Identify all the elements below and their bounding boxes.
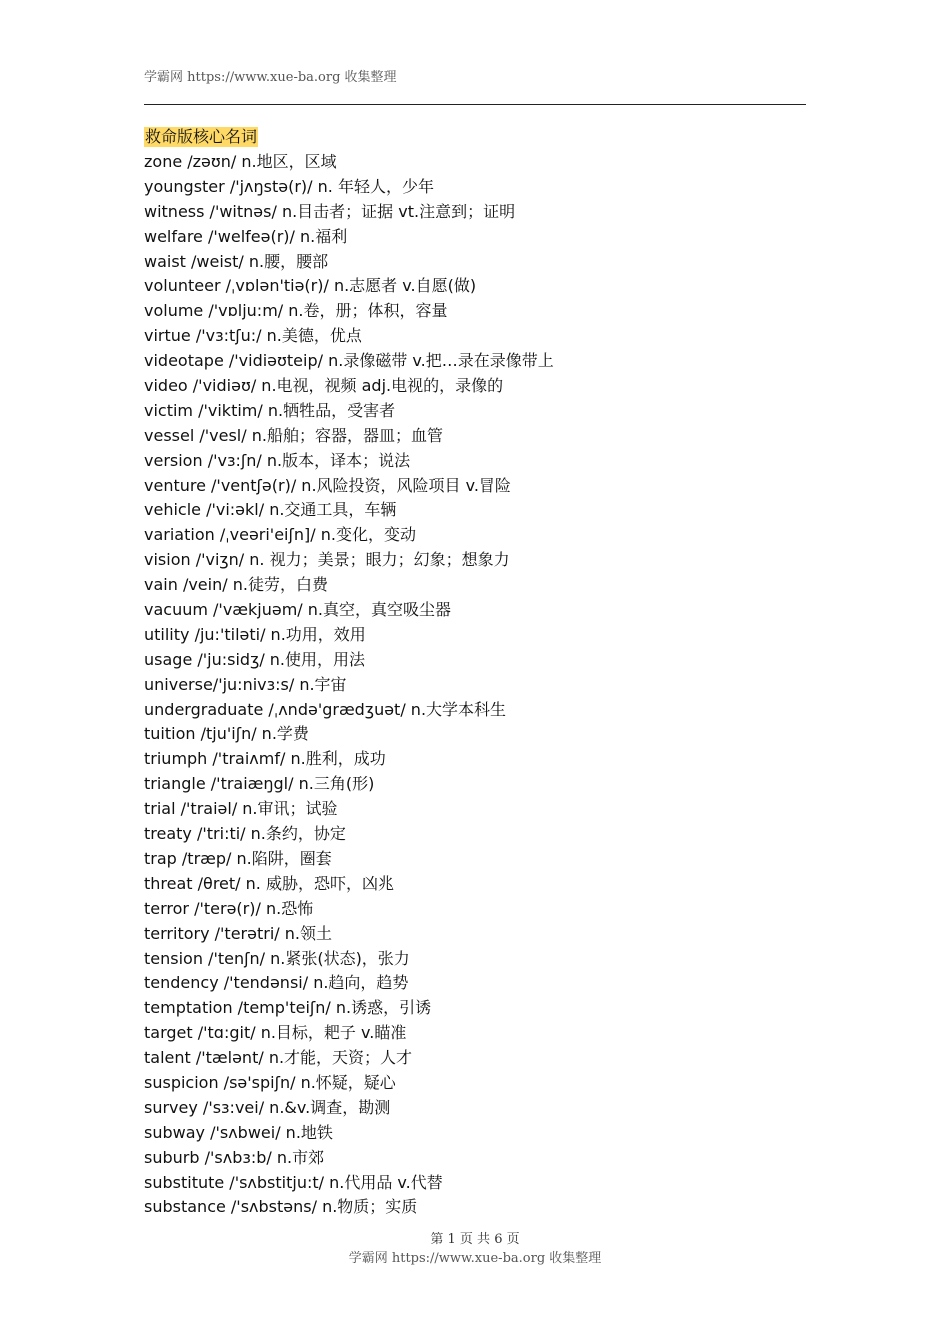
vocabulary-entry: usage /'ju:sidʒ/ n.使用，用法 — [144, 649, 366, 669]
vocabulary-entry: subway /'sʌbwei/ n.地铁 — [144, 1122, 333, 1142]
vocabulary-entry: suburb /'sʌbɜ:b/ n.市郊 — [144, 1147, 325, 1167]
vocabulary-entry: survey /'sɜ:vei/ n.&v.调查，勘测 — [144, 1097, 391, 1117]
document-body — [144, 125, 804, 1220]
vocabulary-entry: variation /ˌveəri'eiʃn]/ n.变化，变动 — [144, 525, 416, 545]
vocabulary-entry: triumph /'traiʌmf/ n.胜利，成功 — [144, 749, 386, 769]
vocabulary-entry: vessel /'vesl/ n.船舶；容器，器皿；血管 — [144, 425, 443, 445]
vocabulary-entry: victim /'viktim/ n.牺牲品，受害者 — [144, 400, 396, 420]
vocabulary-entry: suspicion /sə'spiʃn/ n.怀疑，疑心 — [144, 1072, 396, 1092]
section-title: 救命版核心名词 — [145, 127, 258, 146]
vocabulary-entry: videotape /'vidiəʊteip/ n.录像磁带 v.把…录在录像带上 — [144, 351, 554, 371]
vocabulary-entry: vision /'viʒn/ n. 视力；美景；眼力；幻象；想象力 — [144, 550, 510, 570]
vocabulary-entry: threat /θret/ n. 威胁，恐吓，凶兆 — [144, 873, 394, 893]
vocabulary-entry: terror /'terə(r)/ n.恐怖 — [144, 898, 314, 918]
vocabulary-entry: trap /træp/ n.陷阱，圈套 — [144, 848, 332, 868]
vocabulary-entry: vehicle /'vi:əkl/ n.交通工具，车辆 — [144, 500, 397, 520]
vocabulary-entry: tension /'tenʃn/ n.紧张(状态)，张力 — [144, 948, 410, 968]
vocabulary-entry: vain /vein/ n.徒劳，白费 — [144, 575, 328, 595]
vocabulary-list — [144, 150, 804, 1220]
page-header: 学霸网 https://www.xue-ba.org 收集整理 — [144, 70, 397, 85]
vocabulary-entry: witness /'witnəs/ n.目击者；证据 vt.注意到；证明 — [144, 201, 516, 221]
vocabulary-entry: talent /'tælənt/ n.才能，天资；人才 — [144, 1048, 413, 1068]
vocabulary-entry: utility /ju:'tiləti/ n.功用，效用 — [144, 624, 366, 644]
vocabulary-entry: tuition /tju'iʃn/ n.学费 — [144, 724, 309, 744]
vocabulary-entry: treaty /'tri:ti/ n.条约，协定 — [144, 824, 346, 844]
vocabulary-entry: virtue /'vɜ:tʃu:/ n.美德，优点 — [144, 326, 362, 346]
vocabulary-entry: venture /'ventʃə(r)/ n.风险投资，风险项目 v.冒险 — [144, 475, 511, 495]
vocabulary-entry: undergraduate /ˌʌndə'grædʒuət/ n.大学本科生 — [144, 699, 507, 719]
vocabulary-entry: substance /'sʌbstəns/ n.物质；实质 — [144, 1197, 418, 1217]
vocabulary-entry: video /'vidiəʊ/ n.电视，视频 adj.电视的，录像的 — [144, 376, 504, 396]
vocabulary-entry: volume /'vɒlju:m/ n.卷，册；体积，容量 — [144, 301, 448, 321]
vocabulary-entry: version /'vɜ:ʃn/ n.版本，译本；说法 — [144, 450, 411, 470]
vocabulary-entry: trial /'traiəl/ n.审讯；试验 — [144, 799, 338, 819]
vocabulary-entry: vacuum /'vækjuəm/ n.真空，真空吸尘器 — [144, 600, 451, 620]
page-footer: 学霸网 https://www.xue-ba.org 收集整理 — [348, 1251, 602, 1266]
vocabulary-entry: volunteer /ˌvɒlən'tiə(r)/ n.志愿者 v.自愿(做) — [144, 276, 477, 296]
vocabulary-entry: substitute /'sʌbstitju:t/ n.代用品 v.代替 — [144, 1172, 443, 1192]
vocabulary-entry: target /'tɑ:git/ n.目标，耙子 v.瞄准 — [144, 1023, 407, 1043]
vocabulary-entry: territory /'terətri/ n.领土 — [144, 923, 332, 943]
vocabulary-entry: youngster /'jʌŋstə(r)/ n. 年轻人，少年 — [144, 176, 434, 196]
page-number: 第 1 页 共 6 页 — [430, 1232, 520, 1247]
vocabulary-entry: temptation /temp'teiʃn/ n.诱惑，引诱 — [144, 998, 432, 1018]
vocabulary-entry: tendency /'tendənsi/ n.趋向，趋势 — [144, 973, 409, 993]
vocabulary-entry: triangle /'traiæŋgl/ n.三角(形) — [144, 774, 375, 794]
vocabulary-entry: universe/'ju:nivɜ:s/ n.宇宙 — [144, 674, 347, 694]
vocabulary-entry: waist /weist/ n.腰，腰部 — [144, 251, 329, 271]
vocabulary-entry: zone /zəʊn/ n.地区，区域 — [144, 152, 337, 171]
header-divider — [144, 104, 806, 105]
vocabulary-entry: welfare /'welfeə(r)/ n.福利 — [144, 226, 348, 246]
